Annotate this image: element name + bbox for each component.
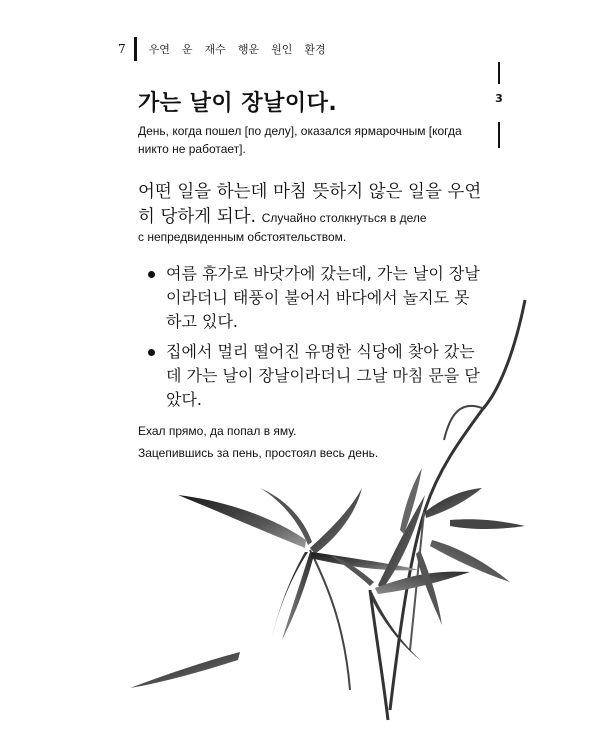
bamboo-leaf (310, 552, 420, 570)
example-text: 여름 휴가로 바닷가에 갔는데, 가는 날이 장날이라더니 태풍이 불어서 바다에서 놀지도 못하고 있다. (166, 264, 480, 331)
header-divider (134, 37, 137, 61)
page-number: 7 (118, 42, 126, 56)
proverb: Зацепившись за пень, простоял весь день. (138, 446, 379, 460)
bamboo-leaf (450, 519, 525, 529)
section-marker (492, 62, 506, 152)
chapter-keyword: 원인 (271, 43, 293, 56)
chapter-keyword: 환경 (304, 43, 326, 56)
bamboo-leaf (416, 550, 442, 625)
definition-russian-continued: с непредвиденным обстоятельством. (138, 230, 347, 244)
bamboo-leaf (130, 652, 240, 688)
chapter-keyword: 우연 (148, 43, 170, 56)
bamboo-leaf (310, 488, 362, 554)
section-number: 3 (495, 92, 503, 105)
bamboo-leaf (425, 488, 482, 518)
title-translation: День, когда пошел [по делу], оказался ярмарочным [когда никто не работает]. (138, 124, 462, 156)
entry-title: 가는 날이 장날이다. (138, 91, 338, 116)
definition-korean: 어떤 일을 하는데 마침 뜻하지 않은 일을 우연히 당하게 되다. (138, 182, 482, 227)
definition (138, 180, 483, 231)
proverb: Ехал прямо, да попал в яму. (138, 424, 297, 438)
chapter-keyword: 행운 (237, 43, 260, 56)
chapter-keywords (149, 41, 326, 57)
bamboo-leaf (178, 495, 306, 548)
running-header (118, 38, 326, 60)
bamboo-leaf (270, 552, 308, 645)
marker-line-bottom (498, 122, 500, 148)
definition-russian: Случайно столкнуться в деле (261, 211, 427, 225)
chapter-keyword: 재수 (204, 43, 226, 56)
chapter-keyword: 운 (181, 43, 193, 56)
bamboo-ink-illustration (120, 290, 550, 730)
bullet-icon (148, 271, 155, 278)
marker-line-top (498, 62, 500, 84)
example-text: 집에서 멀리 떨어진 유명한 식당에 찾아 갔는데 가는 날이 장날이라더니 그날 마침 문을 닫았다. (166, 342, 480, 409)
